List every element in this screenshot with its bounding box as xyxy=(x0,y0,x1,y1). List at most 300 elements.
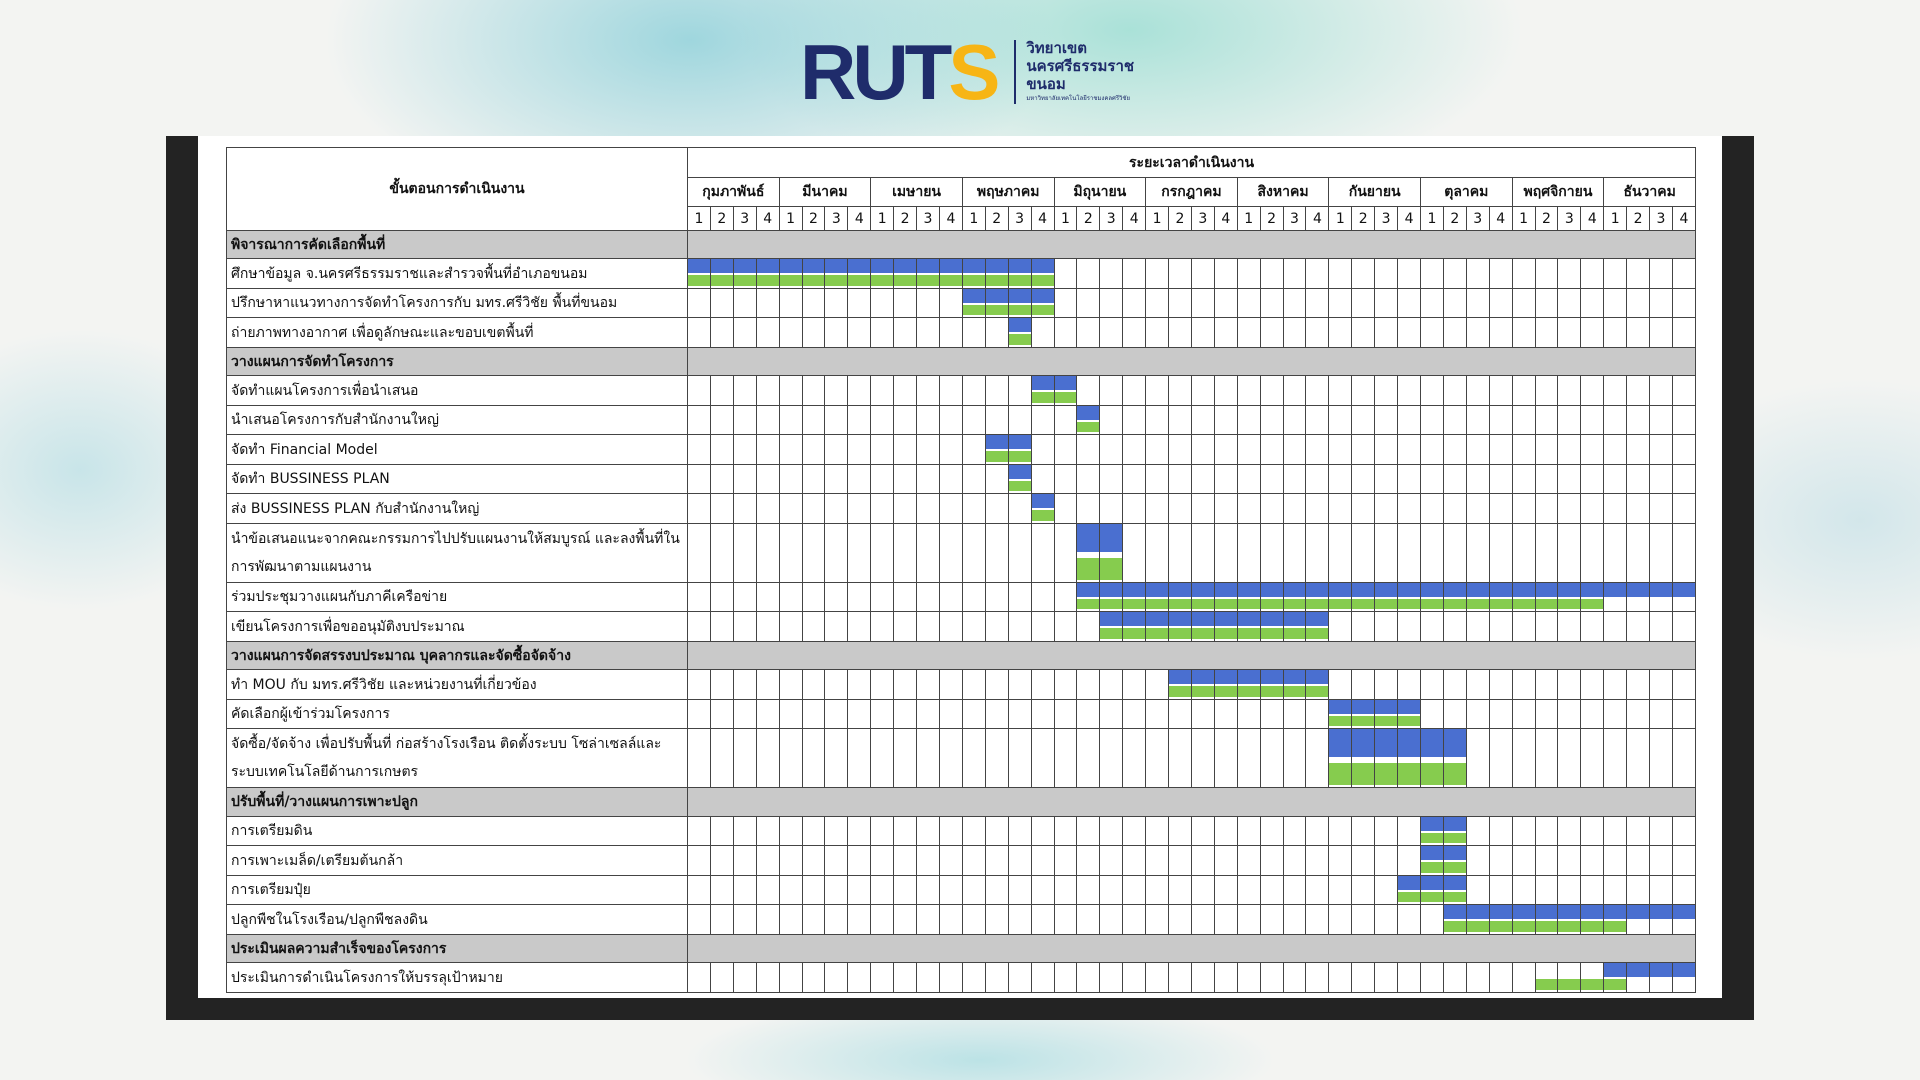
week-cell xyxy=(1283,612,1306,642)
week-cell xyxy=(1237,318,1260,348)
task-label: นำเสนอโครงการกับสำนักงานใหญ่ xyxy=(227,405,688,435)
week-cell xyxy=(733,494,756,524)
plan-bar-segment xyxy=(757,259,779,273)
plan-bar-segment xyxy=(1261,583,1283,597)
week-cell xyxy=(710,288,733,318)
actual-bar-segment xyxy=(1284,686,1306,697)
week-cell xyxy=(1672,963,1695,993)
week-cell xyxy=(985,318,1008,348)
week-cell xyxy=(1283,670,1306,700)
week-cell xyxy=(1489,670,1512,700)
gantt-chart-table xyxy=(226,147,1696,993)
actual-bar-segment xyxy=(1032,510,1054,521)
week-cell xyxy=(894,846,917,876)
plan-bar-segment xyxy=(1421,846,1443,860)
plan-bar-segment xyxy=(963,289,985,303)
week-cell xyxy=(894,905,917,935)
plan-bar-segment xyxy=(1215,670,1237,684)
week-cell xyxy=(1650,612,1673,642)
task-label: จัดทำ BUSSINESS PLAN xyxy=(227,464,688,494)
plan-bar-segment xyxy=(1169,612,1191,626)
actual-bar-segment xyxy=(1009,481,1031,492)
week-cell xyxy=(1627,523,1650,582)
week-cell xyxy=(1627,582,1650,612)
week-cell xyxy=(894,318,917,348)
week-cell xyxy=(1008,612,1031,642)
actual-bar-segment xyxy=(940,275,962,286)
week-cell xyxy=(710,582,733,612)
week-cell xyxy=(1123,612,1146,642)
actual-bar-segment xyxy=(986,275,1008,286)
week-cell xyxy=(1398,376,1421,406)
phase-band xyxy=(688,788,1696,816)
week-cell xyxy=(688,846,711,876)
week-cell xyxy=(1650,729,1673,788)
task-row xyxy=(227,523,1696,582)
week-number: 3 xyxy=(825,207,848,231)
week-cell xyxy=(1169,875,1192,905)
task-row xyxy=(227,464,1696,494)
actual-bar-segment xyxy=(1536,599,1558,610)
actual-bar-segment xyxy=(1421,833,1443,844)
week-number: 1 xyxy=(688,207,711,231)
logo-letters: RUT xyxy=(800,28,949,116)
week-cell xyxy=(1054,435,1077,465)
week-cell xyxy=(1008,318,1031,348)
week-cell xyxy=(1123,963,1146,993)
month-header: สิงหาคม xyxy=(1237,178,1329,207)
task-label: เขียนโครงการเพื่อขออนุมัติงบประมาณ xyxy=(227,612,688,642)
week-cell xyxy=(1466,670,1489,700)
week-cell xyxy=(1672,376,1695,406)
actual-bar-segment xyxy=(1238,599,1260,610)
actual-bar-segment xyxy=(1581,921,1603,932)
week-cell xyxy=(985,699,1008,729)
task-label: การเพาะเมล็ด/เตรียมต้นกล้า xyxy=(227,846,688,876)
week-cell xyxy=(756,582,779,612)
period-header: ระยะเวลาดำเนินงาน xyxy=(688,148,1696,178)
week-cell xyxy=(1581,963,1604,993)
actual-bar-segment xyxy=(1375,599,1397,610)
actual-bar-segment xyxy=(1490,599,1512,610)
actual-bar-segment xyxy=(963,275,985,286)
logo-line-1: วิทยาเขต xyxy=(1026,40,1087,57)
task-row xyxy=(227,670,1696,700)
week-cell xyxy=(1489,875,1512,905)
week-cell xyxy=(1627,376,1650,406)
week-cell xyxy=(825,435,848,465)
task-row xyxy=(227,816,1696,846)
week-cell xyxy=(1054,376,1077,406)
week-cell xyxy=(802,259,825,289)
week-cell xyxy=(1077,288,1100,318)
actual-bar-segment xyxy=(825,275,847,286)
week-cell xyxy=(1604,582,1627,612)
week-cell xyxy=(710,670,733,700)
week-cell xyxy=(1283,963,1306,993)
phase-label: วางแผนการจัดทำโครงการ xyxy=(227,347,688,375)
task-row xyxy=(227,612,1696,642)
week-cell xyxy=(1214,464,1237,494)
week-cell xyxy=(802,963,825,993)
week-cell xyxy=(1650,875,1673,905)
week-cell xyxy=(939,905,962,935)
week-number: 1 xyxy=(779,207,802,231)
week-cell xyxy=(1421,963,1444,993)
week-cell xyxy=(848,259,871,289)
week-cell xyxy=(1558,376,1581,406)
week-cell xyxy=(756,494,779,524)
week-cell xyxy=(1191,494,1214,524)
week-cell xyxy=(756,846,779,876)
actual-bar-segment xyxy=(986,451,1008,462)
week-cell xyxy=(1283,318,1306,348)
week-cell xyxy=(848,699,871,729)
logo-accent-letter: S xyxy=(948,28,997,116)
week-number: 3 xyxy=(1558,207,1581,231)
week-cell xyxy=(733,699,756,729)
week-cell xyxy=(1558,288,1581,318)
week-cell xyxy=(1512,816,1535,846)
week-cell xyxy=(1627,816,1650,846)
week-cell xyxy=(779,729,802,788)
week-cell xyxy=(1191,288,1214,318)
week-cell xyxy=(1604,464,1627,494)
week-cell xyxy=(1077,670,1100,700)
week-number: 3 xyxy=(1375,207,1398,231)
week-number: 4 xyxy=(1214,207,1237,231)
week-cell xyxy=(1535,963,1558,993)
week-cell xyxy=(985,612,1008,642)
week-cell xyxy=(1466,288,1489,318)
plan-bar-segment xyxy=(1536,583,1558,597)
plan-bar-segment xyxy=(1329,583,1351,597)
week-cell xyxy=(756,259,779,289)
week-cell xyxy=(1558,582,1581,612)
plan-bar-segment xyxy=(1032,289,1054,303)
week-cell xyxy=(1008,846,1031,876)
week-cell xyxy=(1031,259,1054,289)
week-cell xyxy=(1169,670,1192,700)
week-cell xyxy=(825,288,848,318)
actual-bar-segment xyxy=(1284,599,1306,610)
week-cell xyxy=(1077,699,1100,729)
week-cell xyxy=(1214,875,1237,905)
task-label: ถ่ายภาพทางอากาศ เพื่อดูลักษณะและขอบเขตพื้นที่ xyxy=(227,318,688,348)
week-cell xyxy=(1535,405,1558,435)
week-cell xyxy=(688,963,711,993)
week-cell xyxy=(939,494,962,524)
week-cell xyxy=(1123,376,1146,406)
week-cell xyxy=(1398,494,1421,524)
week-cell xyxy=(1489,699,1512,729)
week-cell xyxy=(1489,729,1512,788)
week-cell xyxy=(688,612,711,642)
week-cell xyxy=(1398,670,1421,700)
week-cell xyxy=(1054,729,1077,788)
week-cell xyxy=(1123,288,1146,318)
week-cell xyxy=(1650,816,1673,846)
ruts-logo xyxy=(800,28,1135,116)
week-cell xyxy=(1054,582,1077,612)
task-label: ทำ MOU กับ มทร.ศรีวิชัย และหน่วยงานที่เกี่ยวข้อง xyxy=(227,670,688,700)
week-number: 4 xyxy=(756,207,779,231)
week-cell xyxy=(1375,816,1398,846)
week-number: 3 xyxy=(1283,207,1306,231)
week-cell xyxy=(1237,259,1260,289)
week-cell xyxy=(1329,670,1352,700)
week-cell xyxy=(1008,905,1031,935)
week-cell xyxy=(1627,699,1650,729)
week-cell xyxy=(1375,376,1398,406)
week-number: 3 xyxy=(1191,207,1214,231)
week-cell xyxy=(1535,582,1558,612)
week-cell xyxy=(1535,464,1558,494)
week-cell xyxy=(802,523,825,582)
week-cell xyxy=(710,259,733,289)
week-cell xyxy=(1191,318,1214,348)
week-number: 4 xyxy=(1398,207,1421,231)
week-cell xyxy=(1352,729,1375,788)
week-cell xyxy=(1672,875,1695,905)
week-cell xyxy=(1398,582,1421,612)
task-row xyxy=(227,405,1696,435)
week-cell xyxy=(733,435,756,465)
actual-bar-segment xyxy=(1421,862,1443,873)
week-cell xyxy=(917,523,940,582)
actual-bar-segment xyxy=(1398,892,1420,903)
week-number: 3 xyxy=(917,207,940,231)
actual-bar-segment xyxy=(1261,686,1283,697)
week-cell xyxy=(1306,318,1329,348)
week-cell xyxy=(1421,729,1444,788)
week-cell xyxy=(1489,464,1512,494)
plan-bar-segment xyxy=(1284,612,1306,626)
week-cell xyxy=(802,729,825,788)
week-cell xyxy=(848,846,871,876)
week-cell xyxy=(1169,464,1192,494)
week-cell xyxy=(756,963,779,993)
week-cell xyxy=(1604,905,1627,935)
week-cell xyxy=(1260,963,1283,993)
week-cell xyxy=(1581,846,1604,876)
week-cell xyxy=(1650,582,1673,612)
week-cell xyxy=(1489,288,1512,318)
week-cell xyxy=(1581,405,1604,435)
phase-label: ปรับพื้นที่/วางแผนการเพาะปลูก xyxy=(227,788,688,816)
week-cell xyxy=(1352,582,1375,612)
week-cell xyxy=(733,670,756,700)
week-cell xyxy=(1237,816,1260,846)
week-number: 2 xyxy=(1535,207,1558,231)
week-cell xyxy=(871,816,894,846)
week-cell xyxy=(1008,582,1031,612)
week-cell xyxy=(1512,875,1535,905)
task-label: ปรึกษาหาแนวทางการจัดทำโครงการกับ มทร.ศรีวิชัย พื้นที่ขนอม xyxy=(227,288,688,318)
actual-bar-segment xyxy=(1146,628,1168,639)
week-cell xyxy=(1421,846,1444,876)
week-cell xyxy=(1398,699,1421,729)
week-cell xyxy=(848,523,871,582)
week-cell xyxy=(1031,523,1054,582)
week-cell xyxy=(779,699,802,729)
week-cell xyxy=(1604,729,1627,788)
task-row xyxy=(227,318,1696,348)
week-cell xyxy=(688,670,711,700)
week-cell xyxy=(1421,376,1444,406)
plan-bar-segment xyxy=(1421,583,1443,597)
week-number: 4 xyxy=(1306,207,1329,231)
week-cell xyxy=(825,582,848,612)
week-cell xyxy=(1008,259,1031,289)
week-cell xyxy=(962,729,985,788)
week-cell xyxy=(1283,288,1306,318)
plan-bar-segment xyxy=(1513,905,1535,919)
logo-divider xyxy=(1014,40,1016,104)
week-cell xyxy=(1329,435,1352,465)
week-cell xyxy=(917,376,940,406)
week-cell xyxy=(1214,846,1237,876)
plan-bar-segment xyxy=(1238,612,1260,626)
week-cell xyxy=(1329,259,1352,289)
plan-bar-segment xyxy=(1009,289,1031,303)
week-cell xyxy=(1421,905,1444,935)
week-cell xyxy=(1352,435,1375,465)
month-header: เมษายน xyxy=(871,178,963,207)
week-cell xyxy=(871,699,894,729)
week-cell xyxy=(1581,729,1604,788)
week-cell xyxy=(688,523,711,582)
week-cell xyxy=(1398,259,1421,289)
week-cell xyxy=(733,523,756,582)
week-cell xyxy=(1191,699,1214,729)
week-number: 4 xyxy=(939,207,962,231)
week-cell xyxy=(1329,612,1352,642)
week-cell xyxy=(1306,905,1329,935)
week-cell xyxy=(710,846,733,876)
week-cell xyxy=(779,816,802,846)
logo-line-3: ขนอม xyxy=(1026,76,1066,93)
week-cell xyxy=(939,288,962,318)
plan-bar-segment xyxy=(1513,583,1535,597)
week-cell xyxy=(1650,318,1673,348)
week-cell xyxy=(756,464,779,494)
week-number: 2 xyxy=(1077,207,1100,231)
week-cell xyxy=(871,582,894,612)
plan-bar-segment xyxy=(1352,583,1374,597)
week-cell xyxy=(962,905,985,935)
week-cell xyxy=(1077,905,1100,935)
plan-bar-segment xyxy=(986,289,1008,303)
actual-bar-segment xyxy=(871,275,893,286)
week-cell xyxy=(1466,582,1489,612)
week-cell xyxy=(1650,523,1673,582)
task-label: จัดทำ Financial Model xyxy=(227,435,688,465)
week-cell xyxy=(733,464,756,494)
week-cell xyxy=(894,288,917,318)
plan-bar-segment xyxy=(1329,729,1351,757)
week-cell xyxy=(1581,699,1604,729)
week-cell xyxy=(1650,670,1673,700)
week-cell xyxy=(1375,405,1398,435)
actual-bar-segment xyxy=(1558,599,1580,610)
week-cell xyxy=(1627,963,1650,993)
week-cell xyxy=(779,875,802,905)
week-cell xyxy=(1535,612,1558,642)
week-cell xyxy=(1443,259,1466,289)
week-cell xyxy=(825,494,848,524)
week-cell xyxy=(1237,729,1260,788)
week-cell xyxy=(802,464,825,494)
week-number: 4 xyxy=(1581,207,1604,231)
week-cell xyxy=(1650,435,1673,465)
week-cell xyxy=(1214,523,1237,582)
week-cell xyxy=(1398,905,1421,935)
week-cell xyxy=(710,464,733,494)
plan-bar-segment xyxy=(1444,846,1466,860)
week-cell xyxy=(1535,435,1558,465)
week-cell xyxy=(1512,318,1535,348)
week-cell xyxy=(1306,288,1329,318)
week-cell xyxy=(1421,288,1444,318)
week-cell xyxy=(1100,259,1123,289)
plan-bar-segment xyxy=(1558,905,1580,919)
week-cell xyxy=(1375,729,1398,788)
week-cell xyxy=(985,405,1008,435)
week-cell xyxy=(710,318,733,348)
plan-bar-segment xyxy=(1169,583,1191,597)
week-cell xyxy=(1008,288,1031,318)
plan-bar-segment xyxy=(1100,583,1122,597)
task-label: นำข้อเสนอแนะจากคณะกรรมการไปปรับแผนงานให้สมบูรณ์ และลงพื้นที่ในการพัฒนาตามแผนงาน xyxy=(227,523,688,582)
week-number: 4 xyxy=(1672,207,1695,231)
week-cell xyxy=(1535,523,1558,582)
week-cell xyxy=(917,435,940,465)
plan-bar-segment xyxy=(871,259,893,273)
week-cell xyxy=(985,816,1008,846)
week-cell xyxy=(894,582,917,612)
week-cell xyxy=(1352,875,1375,905)
task-row xyxy=(227,288,1696,318)
week-cell xyxy=(1627,288,1650,318)
week-cell xyxy=(1352,846,1375,876)
week-cell xyxy=(1398,288,1421,318)
week-cell xyxy=(1352,259,1375,289)
plan-bar-segment xyxy=(1444,905,1466,919)
week-cell xyxy=(1191,259,1214,289)
week-number: 3 xyxy=(733,207,756,231)
week-cell xyxy=(1283,729,1306,788)
week-cell xyxy=(871,288,894,318)
plan-bar-segment xyxy=(1077,524,1099,552)
actual-bar-segment xyxy=(1077,599,1099,610)
week-cell xyxy=(1191,376,1214,406)
actual-bar-segment xyxy=(780,275,802,286)
week-cell xyxy=(1535,670,1558,700)
week-cell xyxy=(1100,435,1123,465)
week-cell xyxy=(1489,376,1512,406)
actual-bar-segment xyxy=(734,275,756,286)
week-cell xyxy=(1306,376,1329,406)
week-cell xyxy=(802,905,825,935)
week-cell xyxy=(894,816,917,846)
week-cell xyxy=(1054,288,1077,318)
week-number: 1 xyxy=(1054,207,1077,231)
week-cell xyxy=(1146,405,1169,435)
phase-row xyxy=(227,641,1696,669)
week-cell xyxy=(1672,729,1695,788)
week-cell xyxy=(871,875,894,905)
